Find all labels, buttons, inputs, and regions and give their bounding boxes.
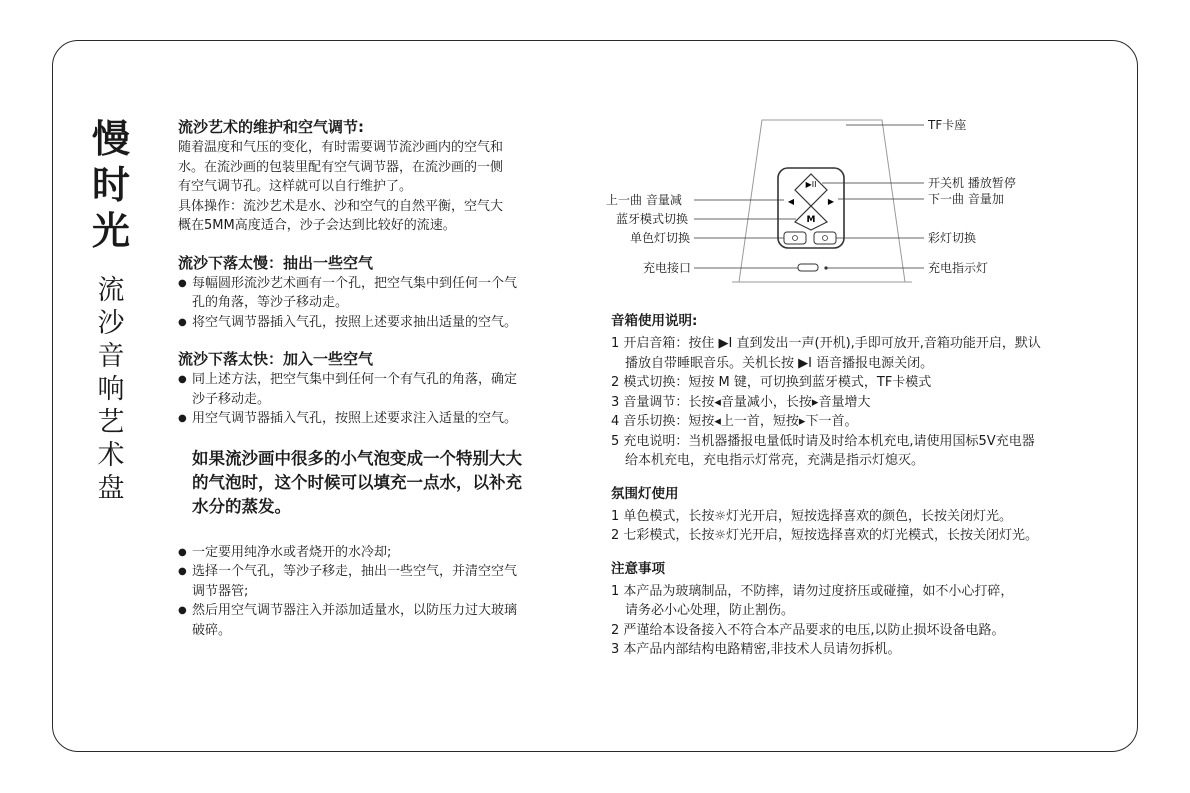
instruction-line: 5 充电说明：当机器播报电量低时请及时给本机充电,请使用国标5V充电器 [611,433,1035,449]
brand-main-title: 慢 时 光 [91,117,130,253]
maintenance-section [178,116,573,236]
ambient-light-instructions [611,483,1121,546]
instruction-line: 1 本产品为玻璃制品，不防摔，请勿过度挤压或碰撞，如不小心打碎， [611,583,1014,599]
paragraph-line: 随着温度和气压的变化，有时需要调节流沙画内的空气和 [178,140,504,155]
label-prev-volume-down: 上一曲 音量减 [606,193,682,207]
bullet-item: ● 每幅圆形流沙艺术画有一个孔，把空气集中到任何一个气 [178,274,573,294]
instruction-continuation: 请务必小心处理，防止割伤。 [625,603,795,618]
tip-item: ● 选择一个气孔，等沙子移走，抽出一些空气，并清空空气 [178,562,573,582]
fast-sand-heading: 流沙下落太快：加入一些空气 [178,350,374,368]
play-pause-icon: ▶II [805,180,817,189]
mode-icon: M [806,215,816,225]
label-charging-indicator: 充电指示灯 [928,261,989,275]
tips-list [178,543,573,641]
instruction-continuation: 播放自带睡眠音乐。关机长按 ▶I 语音播报电源关闭。 [625,355,934,371]
bullet-item: ● 同上述方法，把空气集中到任何一个有气孔的角落，确定 [178,370,573,390]
bullet-continuation: 孔的角落，等沙子移动走。 [192,295,349,310]
speaker-heading: 音箱使用说明: [611,313,698,329]
next-icon: ▶ [827,197,835,206]
instruction-continuation: 给本机充电，充电指示灯常亮，充满是指示灯熄灭。 [625,453,925,468]
bullet-item: ● 用空气调节器插入气孔，按照上述要求注入适量的空气。 [178,409,573,429]
label-mono-light: 单色灯切换 [630,231,691,245]
paragraph-line: 概在5MM高度适合，沙子会达到比较好的流速。 [178,218,456,233]
tip-item: ● 然后用空气调节器注入并添加适量水，以防压力过大玻璃 [178,601,573,621]
label-power-play: 开关机 播放暂停 [928,176,1016,190]
fast-sand-section [178,348,573,429]
tip-continuation: 调节器管; [192,583,249,599]
left-column [178,116,573,640]
device-diagram [600,108,1120,298]
precautions-heading: 注意事项 [611,560,665,577]
instruction-line: 2 模式切换：短按 M 键，可切换到蓝牙模式，TF卡模式 [611,375,932,390]
instruction-line: 2 七彩模式，长按☼灯光开启，短按选择喜欢的灯光模式，长按关闭灯光。 [611,528,1039,543]
instruction-line: 1 开启音箱：按住 ▶I 直到发出一声(开机),手即可放开,音箱功能开启，默认 [611,336,1041,351]
brand-title [86,116,136,505]
right-column [611,310,1121,672]
prev-icon: ◀ [787,197,795,206]
instruction-line: 1 单色模式，长按☼灯光开启，短按选择喜欢的颜色，长按关闭灯光。 [611,508,1013,524]
brand-subtitle: 流 沙 音 响 艺 术 盘 [97,275,125,504]
paragraph-line: 有空气调节孔。这样就可以自行维护了。 [178,179,413,194]
speaker-instructions [611,310,1121,471]
instruction-line: 3 音量调节：长按◂音量减小，长按▸音量增大 [611,394,871,410]
label-color-light: 彩灯切换 [928,231,977,245]
instruction-line: 3 本产品内部结构电路精密,非技术人员请勿拆机。 [611,642,901,657]
big-bubble-note: 如果流沙画中很多的小气泡变成一个特别大大 的气泡时，这个时候可以填充一点水，以补充 水分的蒸发。 [192,448,522,516]
maintenance-heading: 流沙艺术的维护和空气调节: [178,118,364,136]
label-charging-port: 充电接口 [643,261,692,275]
paragraph-line: 具体操作：流沙艺术是水、沙和空气的自然平衡，空气大 [178,198,504,214]
label-next-volume-up: 下一曲 音量加 [928,192,1004,206]
slow-sand-heading: 流沙下落太慢：抽出一些空气 [178,253,374,272]
instruction-line: 2 严谨给本设备接入不符合本产品要求的电压,以防止损坏设备电路。 [611,622,1005,638]
label-bluetooth-mode: 蓝牙模式切换 [616,212,689,226]
instruction-line: 4 音乐切换：短按◂上一首，短按▸下一首。 [611,414,858,429]
tip-continuation: 破碎。 [192,622,232,638]
precautions [611,558,1121,660]
light-heading: 氛围灯使用 [611,485,679,502]
tip-item: ● 一定要用纯净水或者烧开的水冷却; [178,543,573,563]
slow-sand-section [178,252,573,333]
paragraph-line: 水。在流沙画的包装里配有空气调节器，在流沙画的一侧 [178,159,504,175]
label-tf-slot: TF卡座 [928,118,967,132]
bullet-item: ● 将空气调节器插入气孔，按照上述要求抽出适量的空气。 [178,313,573,333]
bullet-continuation: 沙子移动走。 [192,391,271,407]
